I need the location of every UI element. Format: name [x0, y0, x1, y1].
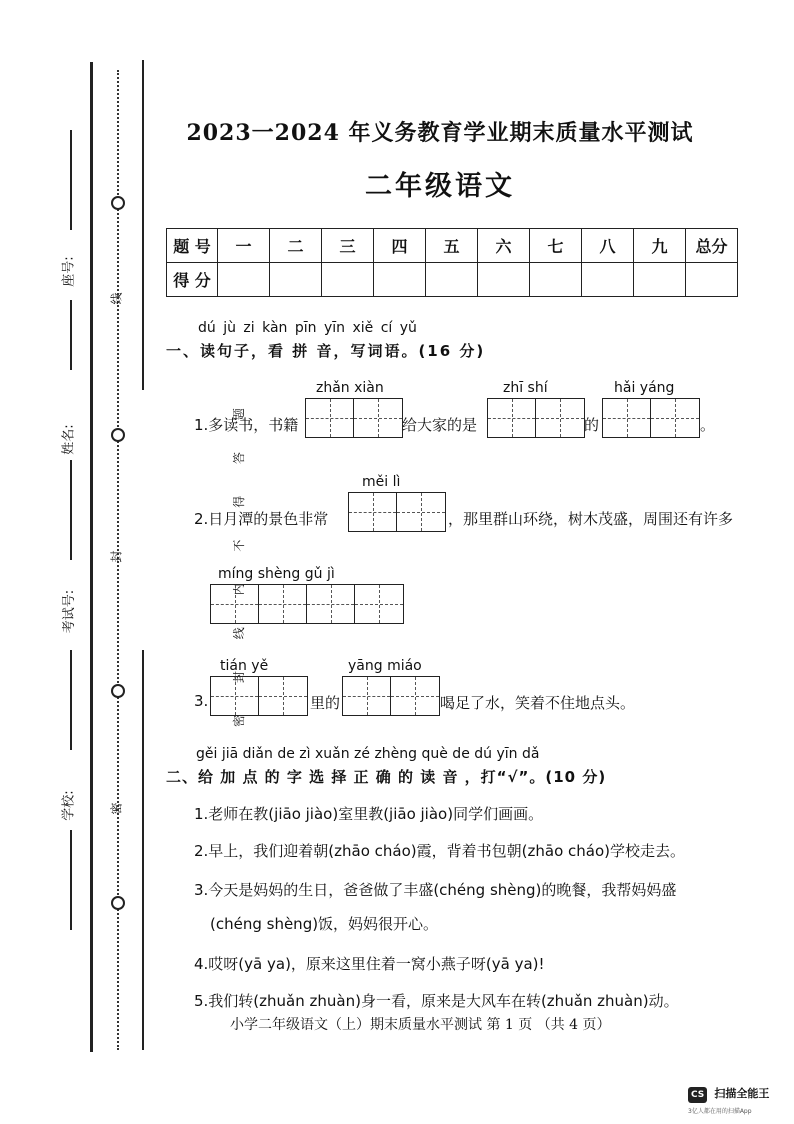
- q1-pinyin-2: zhī shí: [503, 380, 548, 396]
- binding-circle: [111, 896, 125, 910]
- exam-no-underline: [70, 650, 72, 750]
- score-header-cell: 二: [270, 229, 322, 263]
- score-header-cell: 三: [322, 229, 374, 263]
- binding-circle: [111, 428, 125, 442]
- school-label: 学校:: [61, 790, 77, 821]
- binding-feng: 封: [109, 550, 124, 563]
- exam-title: 2023一2024 年义务教育学业期末质量水平测试: [186, 120, 694, 146]
- binding-circle: [111, 684, 125, 698]
- section2-item: (chéng shèng)饭，妈妈很开心。: [210, 915, 439, 933]
- binding-line-inner: [142, 60, 144, 390]
- score-header-cell: 六: [478, 229, 530, 263]
- score-header-cell: 题 号: [167, 229, 218, 263]
- score-header-cell: 一: [218, 229, 270, 263]
- score-header-cell: 七: [530, 229, 582, 263]
- exam-subtitle: 二年级语文: [365, 171, 515, 202]
- q1-pinyin-3: hǎi yáng: [614, 380, 675, 396]
- score-input-cell[interactable]: [478, 263, 530, 297]
- score-input-cell[interactable]: [634, 263, 686, 297]
- q3-pinyin-1: tián yě: [220, 658, 269, 674]
- section2-item: 5.我们转(zhuǎn zhuàn)身一看，原来是大风车在转(zhuǎn zhuàn)动。: [194, 992, 679, 1010]
- q3-writing-grid-1[interactable]: [210, 676, 308, 716]
- exam-no-label: 考试号:: [62, 589, 78, 634]
- name-underline: [70, 460, 72, 560]
- q2-writing-grid-2[interactable]: [210, 584, 404, 624]
- score-input-cell[interactable]: [582, 263, 634, 297]
- score-input-cell[interactable]: [426, 263, 478, 297]
- q1-text-start: 1.多读书，书籍: [194, 416, 299, 434]
- school-underline: [70, 830, 72, 930]
- seat-label: 座号:: [61, 256, 77, 287]
- q1-writing-grid-2[interactable]: [487, 398, 585, 438]
- page-footer: 小学二年级语文（上）期末质量水平测试 第 1 页 （共 4 页）: [230, 1017, 611, 1033]
- binding-xian: 线: [109, 292, 124, 305]
- score-header-row: [167, 229, 738, 263]
- section2-item: 2.早上，我们迎着朝(zhāo cháo)霞，背着书包朝(zhāo cháo)学校走去。: [194, 842, 686, 860]
- q1-text-mid: 给大家的是: [402, 416, 478, 434]
- q2-text-rest: ，那里群山环绕，树木茂盛，周围还有许多: [448, 510, 734, 528]
- score-input-cell[interactable]: [686, 263, 738, 297]
- score-input-cell[interactable]: [322, 263, 374, 297]
- q3-text-li: 里的: [310, 694, 341, 712]
- binding-mi: 密: [109, 802, 124, 815]
- binding-notice: 密 封 线 内 不 得 答 题: [231, 394, 246, 727]
- score-header-cell: 八: [582, 229, 634, 263]
- seat-underline: [70, 130, 72, 230]
- scanner-tagline: 3亿人都在用的扫描App: [688, 1108, 752, 1115]
- section1-pinyin: dú jù zi kàn pīn yīn xiě cí yǔ: [198, 320, 417, 336]
- section2-pinyin: gěi jiā diǎn de zì xuǎn zé zhèng què de dú yīn dǎ: [196, 746, 540, 762]
- seat-underline-2: [70, 300, 72, 370]
- q1-pinyin-1: zhǎn xiàn: [316, 380, 384, 396]
- score-header-cell: 四: [374, 229, 426, 263]
- section1-title: 一、读句子，看 拼 音，写词语。(16 分): [166, 342, 486, 360]
- section2-item: 4.哎呀(yā ya)，原来这里住着一窝小燕子呀(yā ya)!: [194, 955, 545, 973]
- score-input-cell[interactable]: [218, 263, 270, 297]
- score-value-row: [167, 263, 738, 297]
- name-label: 姓名:: [61, 424, 77, 455]
- q1-text-de: 的: [584, 416, 600, 434]
- section2-title: 二、给 加 点 的 字 选 择 正 确 的 读 音 ，打“√”。(10 分): [166, 768, 607, 786]
- score-header-cell: 五: [426, 229, 478, 263]
- scanner-name: 扫描全能王: [714, 1087, 770, 1100]
- q3-writing-grid-2[interactable]: [342, 676, 440, 716]
- q2-text-start: 2.日月潭的景色非常: [194, 510, 329, 528]
- score-header-cell: 九: [634, 229, 686, 263]
- section2-item: 3.今天是妈妈的生日，爸爸做了丰盛(chéng shèng)的晚餐，我帮妈妈盛: [194, 881, 677, 899]
- score-table: [166, 228, 738, 297]
- q3-pinyin-2: yāng miáo: [348, 658, 422, 674]
- q3-text-end: 喝足了水，笑着不住地点头。: [440, 694, 636, 712]
- score-header-cell: 总分: [686, 229, 738, 263]
- score-input-cell[interactable]: [270, 263, 322, 297]
- binding-line-outer: [90, 62, 93, 1052]
- score-row-label: 得 分: [167, 263, 218, 297]
- section2-item: 1.老师在教(jiāo jiào)室里教(jiāo jiào)同学们画画。: [194, 805, 544, 823]
- q1-text-end: 。: [700, 416, 716, 434]
- q1-writing-grid-3[interactable]: [602, 398, 700, 438]
- q2-writing-grid-1[interactable]: [348, 492, 446, 532]
- score-input-cell[interactable]: [530, 263, 582, 297]
- score-input-cell[interactable]: [374, 263, 426, 297]
- q3-num: 3.: [194, 692, 209, 710]
- scanner-watermark: [688, 1082, 769, 1115]
- binding-line-inner-2: [142, 650, 144, 1050]
- q2-pinyin-1: měi lì: [362, 474, 401, 490]
- q2-pinyin-2: míng shèng gǔ jì: [218, 566, 335, 582]
- camscanner-logo: CS: [688, 1087, 707, 1103]
- q1-writing-grid-1[interactable]: [305, 398, 403, 438]
